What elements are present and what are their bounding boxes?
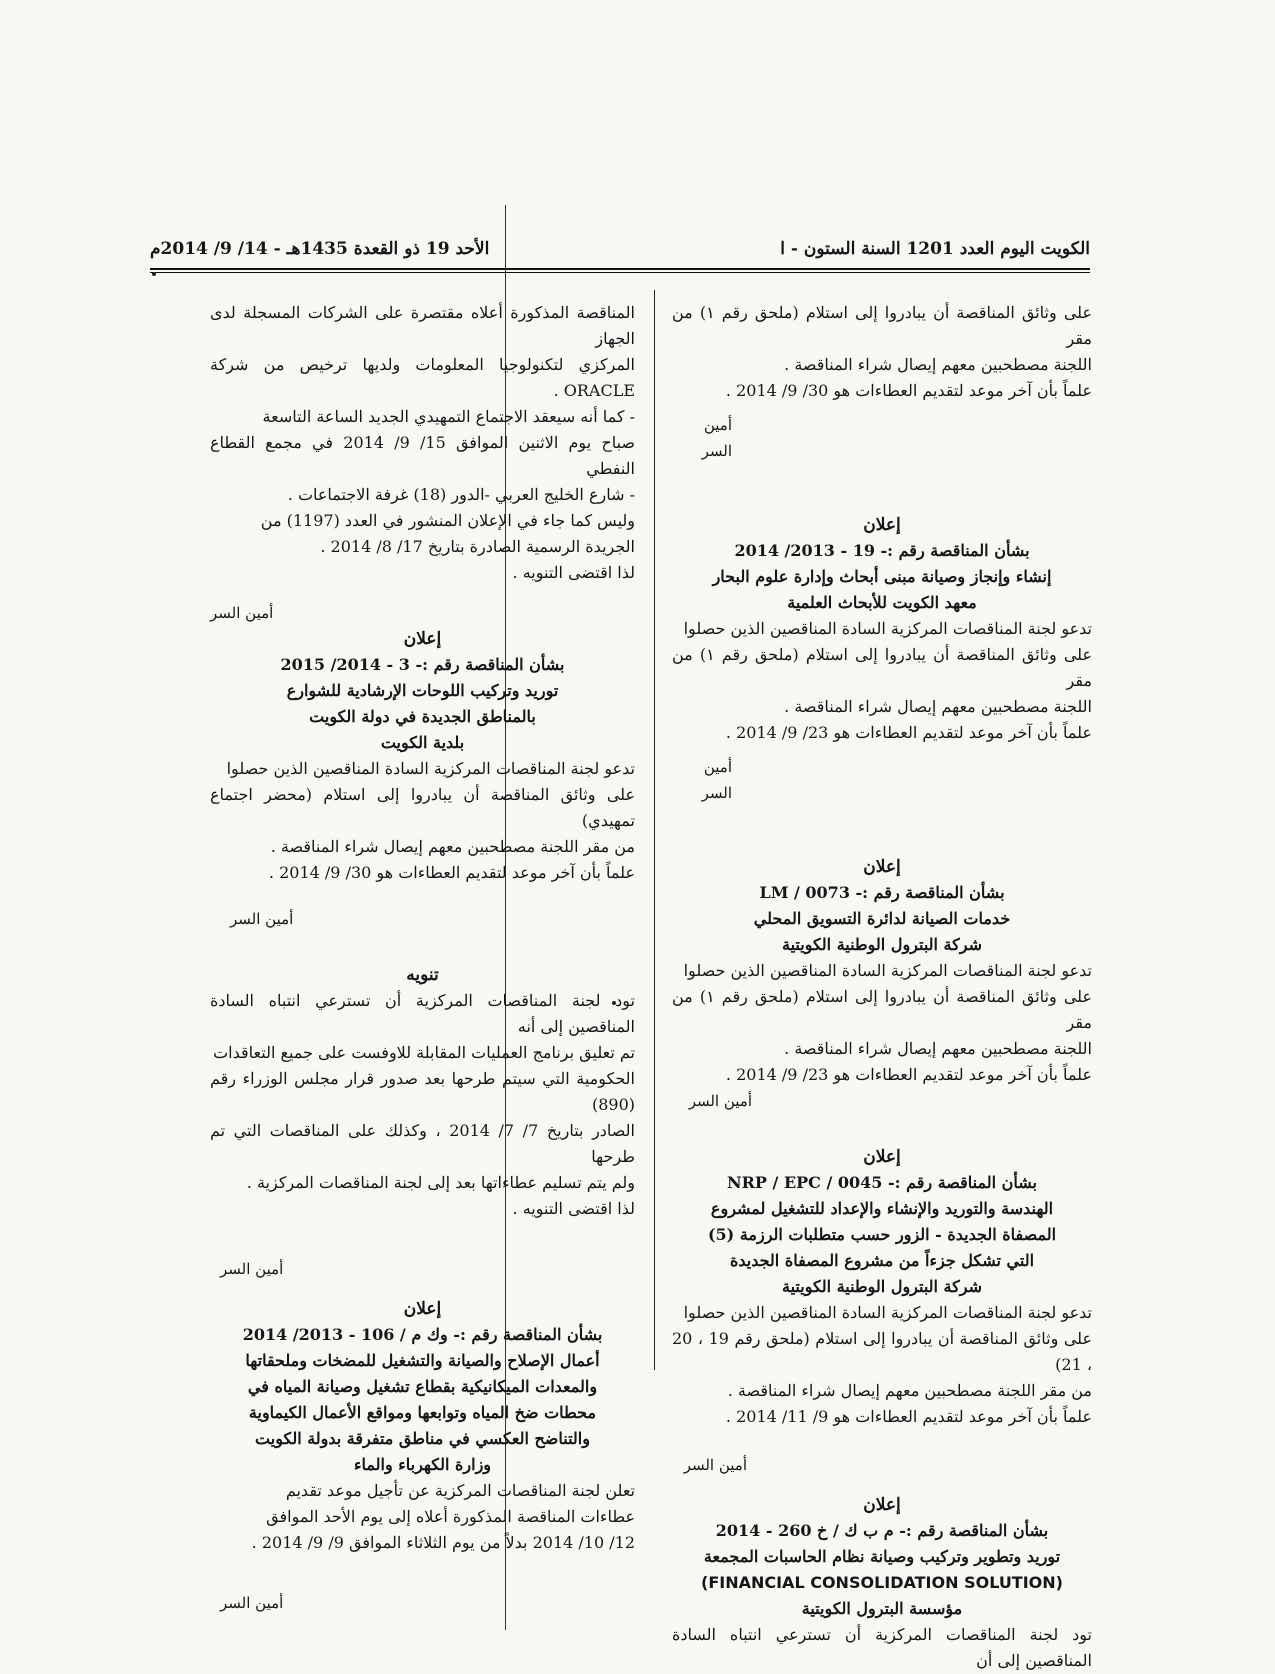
tender-reference: بشأن المناقصة رقم :- 19 - 2013/ 2014 <box>734 541 1030 560</box>
announcement <box>672 854 1092 1114</box>
text-line: صباح يوم الاثنين الموافق 15/ 9/ 2014 في مجمع القطاع النفطي <box>210 433 635 478</box>
text-line: الحكومية التي سيتم طرحها بعد صدور قرار مجلس الوزراء رقم (890) <box>210 1069 635 1114</box>
tender-subject-latin: (FINANCIAL CONSOLIDATION SOLUTION) <box>701 1573 1063 1592</box>
announcement-title: إعلان <box>403 629 442 649</box>
text-line: من مقر اللجنة مصطحبين معهم إيصال شراء المناقصة . <box>727 1381 1092 1400</box>
announcement <box>210 1296 635 1616</box>
tender-subject: المصفاة الجديدة - الزور حسب متطلبات الرزمة (5) <box>707 1225 1057 1244</box>
text-line: المناقصة المذكورة أعلاه مقتصرة على الشركات المسجلة لدى الجهاز <box>210 303 635 348</box>
column-divider <box>654 290 655 1370</box>
issuing-entity: بلدية الكويت <box>380 733 465 752</box>
text-line: على وثائق المناقصة أن يبادروا إلى استلام (ملحق رقم ١) من مقر <box>672 987 1093 1032</box>
signature: أمين السر <box>230 910 294 928</box>
tender-subject: أعمال الإصلاح والصيانة والتشغيل للمضخات وملحقاتها <box>245 1351 600 1370</box>
issuing-entity: شركة البترول الوطنية الكويتية <box>782 935 982 954</box>
signature: أمين السر <box>683 1456 747 1474</box>
announcement-title: إعلان <box>863 1495 901 1515</box>
tender-reference: بشأن المناقصة رقم :- NRP / EPC / 0045 <box>727 1173 1037 1192</box>
notice-title: تنويه <box>406 965 439 985</box>
text-line: اللجنة مصطحبين معهم إيصال شراء المناقصة . <box>784 1039 1092 1058</box>
tender-subject: محطات ضخ المياه وتوابعها ومواقع الأعمال الكيماوية <box>248 1403 597 1422</box>
text-line: تدعو لجنة المناقصات المركزية السادة المناقصين الذين حصلوا <box>226 759 635 778</box>
tender-subject: الهندسة والتوريد والإنشاء والإعداد للتشغيل لمشروع <box>710 1199 1054 1218</box>
text-line: - كما أنه سيعقد الاجتماع التمهيدي الجديد الساعة التاسعة <box>262 407 635 426</box>
text-line: تعلن لجنة المناقصات المركزية عن تأجيل موعد تقديم <box>285 1481 635 1500</box>
text-line: تم تعليق برنامج العمليات المقابلة للاوفست على جميع التعاقدات <box>213 1043 635 1062</box>
text-line: اللجنة مصطحبين معهم إيصال شراء المناقصة . <box>784 697 1092 716</box>
announcement <box>210 626 635 932</box>
text-line: على وثائق المناقصة أن يبادروا إلى استلام (ملحق رقم ١) من مقر <box>672 645 1093 690</box>
header-rule-thin <box>150 272 1090 273</box>
text-line: ولم يتم تسليم عطاءاتها بعد إلى لجنة المناقصات المركزية . <box>246 1173 635 1192</box>
tender-subject: خدمات الصيانة لدائرة التسويق المحلي <box>753 909 1011 928</box>
header-date: الأحد 19 ذو القعدة 1435هـ - 14/ 9/ 2014م <box>150 239 490 259</box>
text-line: وليس كما جاء في الإعلان المنشور في العدد (1197) من <box>260 511 635 530</box>
page-header <box>150 232 1090 266</box>
scan-speck <box>152 272 156 276</box>
text-line: علماً بأن آخر موعد لتقديم العطاءات هو 23/ 9/ 2014 . <box>725 1065 1092 1084</box>
text-line: على وثائق المناقصة أن يبادروا إلى استلام (محضر اجتماع تمهيدي) <box>210 785 635 830</box>
left-column <box>210 300 635 1616</box>
tender-subject: إنشاء وإنجاز وصيانة مبنى أبحاث وإدارة علوم البحار <box>712 567 1052 586</box>
announcement <box>672 512 1092 806</box>
text-line: لذا اقتضى التنويه . <box>512 1199 635 1218</box>
text-line: الصادر بتاريخ 7/ 7/ 2014 ، وكذلك على المناقصات التي تم طرحها <box>210 1121 635 1166</box>
text-line: علماً بأن آخر موعد لتقديم العطاءات هو 9/ 11/ 2014 . <box>725 1407 1092 1426</box>
notice <box>210 962 635 1282</box>
text-line: تدعو لجنة المناقصات المركزية السادة المناقصين الذين حصلوا <box>683 619 1092 638</box>
signature: أمين السر <box>688 1092 752 1110</box>
right-column <box>672 300 1092 1674</box>
text-line: - شارع الخليج العربي -الدور (18) غرفة الاجتماعات . <box>287 485 635 504</box>
announcement-title: إعلان <box>863 1147 901 1167</box>
issuing-entity: مؤسسة البترول الكويتية <box>801 1599 963 1618</box>
tender-subject: والتناضح العكسي في مناطق متفرقة بدولة الكويت <box>255 1429 590 1448</box>
issuing-entity: شركة البترول الوطنية الكويتية <box>782 1277 982 1296</box>
tender-reference: بشأن المناقصة رقم :- LM / 0073 <box>759 883 1005 902</box>
tender-subject: التي تشكل جزءاً من مشروع المصفاة الجديدة <box>729 1251 1035 1270</box>
issuing-entity: وزارة الكهرباء والماء <box>353 1455 492 1474</box>
text-line: تدعو لجنة المناقصات المركزية السادة المناقصين الذين حصلوا <box>683 961 1092 980</box>
announcement-title: إعلان <box>403 1299 442 1319</box>
text-line: علماً بأن آخر موعد لتقديم العطاءات هو 30/ 9/ 2014 . <box>268 863 635 882</box>
text-line: اللجنة مصطحبين معهم إيصال شراء المناقصة . <box>784 355 1092 374</box>
text-line: تدعو لجنة المناقصات المركزية السادة المناقصين الذين حصلوا <box>683 1303 1092 1322</box>
announcement <box>672 1144 1092 1478</box>
tender-subject: توريد وتركيب اللوحات الإرشادية للشوارع <box>286 681 559 700</box>
text-line: لذا اقتضى التنويه . <box>512 563 635 582</box>
announcement <box>672 1492 1092 1674</box>
issuing-entity: معهد الكويت للأبحاث العلمية <box>787 593 977 612</box>
signature: أمين السر <box>210 604 274 622</box>
signature: أمين السر <box>701 758 732 802</box>
text-line: علماً بأن آخر موعد لتقديم العطاءات هو 23/ 9/ 2014 . <box>725 723 1092 742</box>
header-rule <box>150 268 1090 270</box>
header-issue: الكويت اليوم العدد 1201 السنة الستون - ا <box>780 239 1090 259</box>
text-line: عطاءات المناقصة المذكورة أعلاه إلى يوم الأحد الموافق <box>266 1507 635 1526</box>
text-line: علماً بأن آخر موعد لتقديم العطاءات هو 30/ 9/ 2014 . <box>725 381 1092 400</box>
tender-subject: بالمناطق الجديدة في دولة الكويت <box>309 707 536 726</box>
text-line: على وثائق المناقصة أن يبادروا إلى استلام (ملحق رقم ١) من مقر <box>672 303 1093 348</box>
signature: أمين السر <box>701 416 732 460</box>
announcement-title: إعلان <box>863 515 901 535</box>
tender-reference: بشأن المناقصة رقم :- م ب ك / خ 260 - 2014 <box>715 1521 1049 1540</box>
text-line: 12/ 10/ 2014 بدلاً من يوم الثلاثاء الموافق 9/ 9/ 2014 . <box>251 1533 635 1552</box>
text-line: المركزي لتكنولوجيا المعلومات ولديها ترخيص من شركة ORACLE . <box>210 355 635 400</box>
text-line: الجريدة الرسمية الصادرة بتاريخ 17/ 8/ 2014 . <box>320 537 635 556</box>
text-line: تود لجنة المناقصات المركزية أن تسترعي انتباه السادة المناقصين إلى أن <box>672 1625 1092 1670</box>
tender-reference: بشأن المناقصة رقم :- 3 - 2014/ 2015 <box>280 655 565 674</box>
text-line: تود لجنة المناقصات المركزية أن تسترعي انتباه السادة المناقصين إلى أنه <box>210 991 635 1036</box>
text-line: من مقر اللجنة مصطحبين معهم إيصال شراء المناقصة . <box>270 837 635 856</box>
tender-reference: بشأن المناقصة رقم :- وك م / 106 - 2013/ 2014 <box>242 1325 603 1344</box>
tender-subject: توريد وتطوير وتركيب وصيانة نظام الحاسبات المجمعة <box>703 1547 1061 1566</box>
tender-subject: والمعدات الميكانيكية بقطاع تشغيل وصيانة المياه في <box>247 1377 598 1396</box>
signature: أمين السر <box>220 1260 284 1278</box>
signature: أمين السر <box>220 1594 284 1612</box>
text-line: على وثائق المناقصة أن يبادروا إلى استلام (ملحق رقم 19 ، 20 ، 21) <box>672 1329 1092 1374</box>
announcement-title: إعلان <box>863 857 901 877</box>
